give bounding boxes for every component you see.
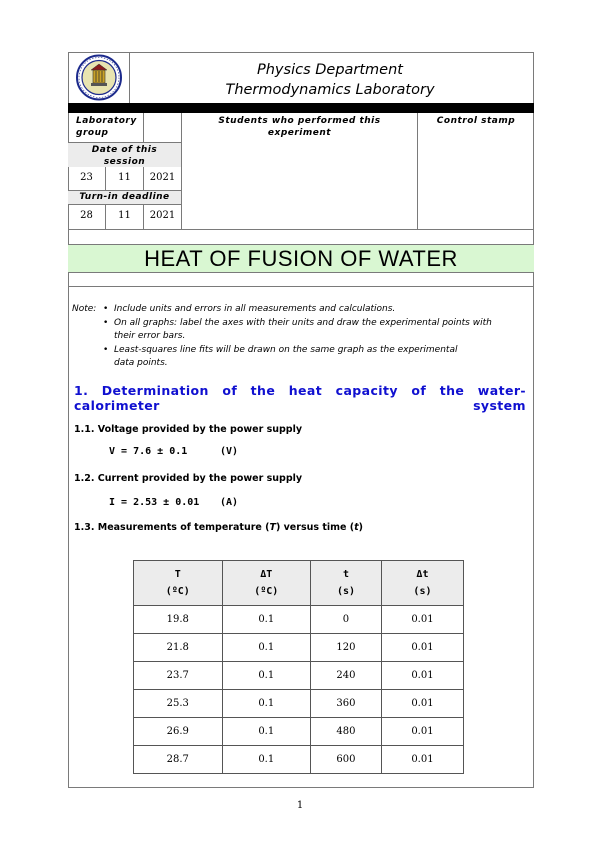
session-date-label-cell — [68, 143, 182, 167]
deadline-year: 2021 — [144, 205, 182, 230]
control-stamp-field — [418, 113, 534, 230]
label-var-T: T — [269, 522, 276, 533]
table-header-row — [134, 561, 464, 606]
bullet-icon: • — [103, 318, 109, 328]
table-cell[interactable]: 0.01 — [381, 634, 463, 662]
university-logo — [68, 52, 130, 103]
divider-line — [68, 286, 534, 287]
table-row — [134, 690, 464, 718]
header-unit: (ºC) — [254, 586, 279, 597]
table-cell[interactable]: 19.8 — [134, 606, 223, 634]
subsection-current-label: 1.2. Current provided by the power supply — [74, 473, 303, 484]
table-cell[interactable]: 480 — [311, 718, 382, 746]
current-unit: (A) — [220, 497, 239, 508]
session-year: 2021 — [144, 167, 182, 191]
table-cell[interactable]: 26.9 — [134, 718, 223, 746]
header-title — [130, 60, 530, 100]
control-stamp-label: Control stamp — [436, 116, 516, 126]
note-item-3: Least-squares line fits will be drawn on the same graph as the experimental data points. — [114, 345, 458, 368]
table-row — [134, 634, 464, 662]
page-title: HEAT OF FUSION OF WATER — [68, 244, 534, 273]
table-cell[interactable]: 25.3 — [134, 690, 223, 718]
header-symbol: T — [174, 569, 181, 580]
header-symbol: t — [342, 569, 349, 580]
deadline-label-cell — [68, 191, 182, 205]
label-var-t: t — [354, 522, 359, 533]
voltage-value: V = 7.6 ± 0.1 — [109, 446, 188, 457]
measurements-table — [133, 560, 464, 774]
table-row — [134, 606, 464, 634]
university-seal-icon — [68, 52, 130, 103]
table-cell[interactable]: 0 — [311, 606, 382, 634]
deadline-day: 28 — [68, 205, 106, 230]
table-cell[interactable]: 120 — [311, 634, 382, 662]
table-cell[interactable]: 23.7 — [134, 662, 223, 690]
table-cell[interactable]: 0.1 — [222, 718, 311, 746]
students-label: Students who performed this experiment — [218, 116, 381, 138]
table-cell[interactable]: 360 — [311, 690, 382, 718]
department-name: Physics Department — [257, 62, 403, 78]
table-cell[interactable]: 0.01 — [381, 690, 463, 718]
table-cell[interactable]: 28.7 — [134, 746, 223, 774]
table-row — [134, 746, 464, 774]
label-part: ) — [358, 522, 363, 533]
subsection-measurements-label — [74, 522, 363, 534]
table-cell[interactable]: 0.1 — [222, 662, 311, 690]
column-header — [311, 561, 382, 606]
table-cell[interactable]: 21.8 — [134, 634, 223, 662]
table-cell[interactable]: 600 — [311, 746, 382, 774]
label-part: ) versus time ( — [275, 522, 355, 533]
label-part: 1.3. Measurements of temperature ( — [74, 522, 270, 533]
table-cell[interactable]: 0.01 — [381, 606, 463, 634]
table-row — [134, 662, 464, 690]
header-unit: (ºC) — [165, 586, 190, 597]
bullet-icon: • — [103, 304, 109, 314]
page-number: 1 — [296, 800, 304, 811]
deadline-month: 11 — [106, 205, 144, 230]
note-item-2: On all graphs: label the axes with their units and draw the experimental points with their error bars. — [114, 318, 492, 341]
header-unit: (s) — [336, 586, 355, 597]
note-item-1: Include units and errors in all measurements and calculations. — [114, 304, 396, 314]
table-cell[interactable]: 0.1 — [222, 746, 311, 774]
table-cell[interactable]: 0.1 — [222, 634, 311, 662]
table-cell[interactable]: 0.01 — [381, 662, 463, 690]
voltage-unit: (V) — [220, 446, 239, 457]
table-cell[interactable]: 0.01 — [381, 718, 463, 746]
bullet-icon: • — [103, 345, 109, 355]
lab-group-label: Laboratory group — [76, 116, 137, 138]
header-symbol: Δt — [416, 569, 429, 580]
table-cell[interactable]: 0.1 — [222, 690, 311, 718]
laboratory-name: Thermodynamics Laboratory — [225, 82, 435, 98]
session-day: 23 — [68, 167, 106, 191]
lab-group-label-cell — [68, 113, 144, 143]
lab-group-field[interactable] — [144, 113, 182, 143]
header-divider-bar — [68, 103, 534, 113]
table-cell[interactable]: 240 — [311, 662, 382, 690]
note-prefix: Note: — [72, 304, 97, 314]
table-row — [134, 718, 464, 746]
table-cell[interactable]: 0.1 — [222, 606, 311, 634]
session-month: 11 — [106, 167, 144, 191]
current-value: I = 2.53 ± 0.01 — [109, 497, 200, 508]
header-unit: (s) — [413, 586, 432, 597]
subsection-voltage-label: 1.1. Voltage provided by the power supply — [74, 424, 303, 435]
column-header — [381, 561, 463, 606]
table-cell[interactable]: 0.01 — [381, 746, 463, 774]
students-field[interactable] — [182, 113, 418, 230]
header-symbol: ΔT — [260, 569, 273, 580]
section-heading: 1. Determination of the heat capacity of the water-calorimeter system — [74, 383, 526, 413]
deadline-label: Turn-in deadline — [79, 192, 170, 202]
column-header — [222, 561, 311, 606]
session-date-label: Date of this session — [68, 143, 181, 167]
column-header — [134, 561, 223, 606]
